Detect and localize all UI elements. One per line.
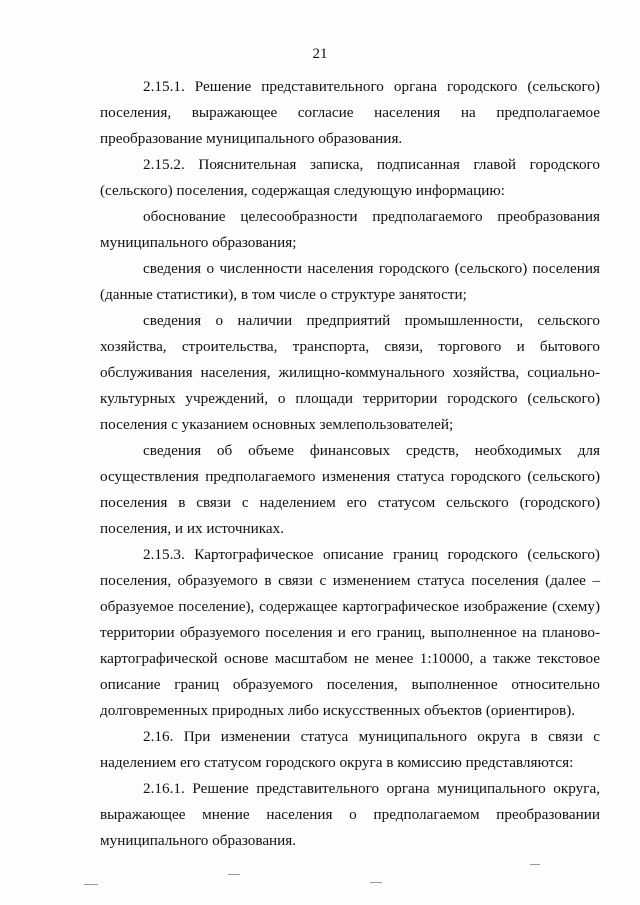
paragraph-population: сведения о численности населения городского (сельского) поселения (данные статистики), в том числе о структуре занятости; (100, 260, 600, 303)
paragraph-2-16: 2.16. При изменении статуса муниципального округа в связи с наделением его статусом городского округа в комиссию представляются: (100, 728, 600, 771)
document-body (100, 74, 600, 854)
scan-speck (84, 884, 98, 885)
scan-speck (530, 864, 540, 865)
paragraph-2-15-1: 2.15.1. Решение представительного органа городского (сельского) поселения, выражающее согласие населения на предполагаемое преобразование муниципального образования. (100, 78, 600, 147)
paragraph-finances: сведения об объеме финансовых средств, необходимых для осуществления предполагаемого изменения статуса городского (сельского) поселения в связи с наделением его статусом сельского (городского) поселения, и их источниках. (100, 442, 600, 537)
paragraph-enterprises: сведения о наличии предприятий промышленности, сельского хозяйства, строительства, транспорта, связи, торгового и бытового обслуживания населения, жилищно-коммунального хозяйства, социально-культурных учреждений, о площади территории городского (сельского) поселения с указанием основных землепользователей; (100, 312, 600, 433)
paragraph-2-15-2: 2.15.2. Пояснительная записка, подписанная главой городского (сельского) поселения, содержащая следующую информацию: (100, 156, 600, 199)
scan-speck (370, 882, 382, 883)
paragraph-2-16-1: 2.16.1. Решение представительного органа муниципального округа, выражающее мнение населения о предполагаемом преобразовании муниципального образования. (100, 780, 600, 849)
paragraph-2-15-3: 2.15.3. Картографическое описание границ городского (сельского) поселения, образуемого в связи с изменением статуса поселения (далее – образуемое поселение), содержащее картографическое изображение (схему) территории образуемого поселения и его границ, выполненное на планово-картографической основе масштабом не менее 1:10000, а также текстовое описание границ образуемого поселения, выполненное относительно долговременных природных либо искусственных объектов (ориентиров). (100, 546, 600, 719)
scan-speck (228, 874, 240, 875)
page-number: 21 (312, 46, 328, 62)
paragraph-justification: обоснование целесообразности предполагаемого преобразования муниципального образования; (100, 208, 600, 251)
